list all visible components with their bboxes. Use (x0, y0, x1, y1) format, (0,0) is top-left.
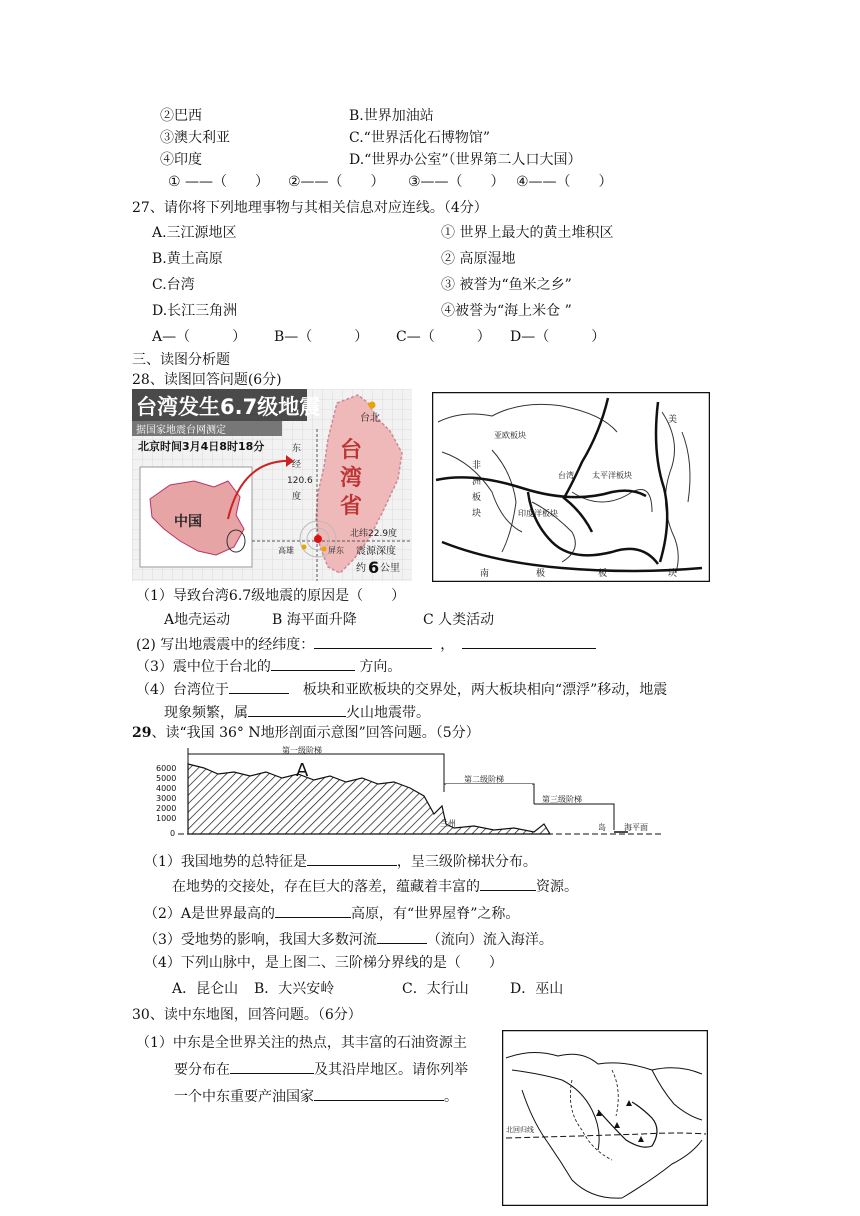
q29-choice-d[interactable]: D．巫山 (510, 981, 564, 997)
depth-label: 震源深度 (356, 546, 396, 557)
china-label: 中国 (174, 514, 202, 530)
middle-east-map (502, 1030, 708, 1206)
q28-item-1: （1）导致台湾6.7级地震的原因是（ ） (136, 588, 406, 604)
q29-plateau-blank[interactable] (275, 903, 351, 918)
lanzhou-label: 兰州 (440, 819, 456, 828)
q29-resource-blank[interactable] (480, 876, 536, 891)
marker-a-label: A (296, 760, 309, 781)
province-char-1: 台 (340, 438, 363, 463)
q27-item-c: C.台湾 (152, 277, 195, 293)
headline: 台湾发生6.7级地震 (136, 395, 321, 419)
q30-title: 30、读中东地图，回答问题。（6分） (132, 1007, 362, 1023)
q28-choice-b[interactable]: B 海平面升降 (272, 612, 357, 628)
taipei-label: 台北 (360, 413, 380, 424)
q26-answer-1[interactable]: ① ——（ ） (168, 174, 270, 190)
q29-flow-blank[interactable] (377, 929, 427, 944)
lon-label-1: 东 (292, 444, 302, 454)
q29-choice-a[interactable]: A．昆仑山 (172, 981, 239, 997)
q29-choice-c[interactable]: C．太行山 (402, 981, 469, 997)
q28-choice-a[interactable]: A地壳运动 (164, 612, 231, 628)
q26-answer-4[interactable]: ④——（ ） (516, 174, 613, 190)
step-3-label: 第三级阶梯 (542, 795, 582, 804)
q27-info-1: ① 世界上最大的黄土堆积区 (441, 225, 614, 241)
q28-belt-blank[interactable] (248, 702, 346, 717)
q29-choice-b[interactable]: B．大兴安岭 (254, 981, 335, 997)
q29-feature-blank[interactable] (307, 851, 397, 866)
q26-option-3: ③澳大利亚 (160, 130, 230, 146)
q29-item-1-cont: 在地势的交接处，存在巨大的落差，蕴藏着丰富的 资源。 (172, 876, 578, 896)
plate-label-africa-3: 板 (472, 493, 482, 503)
tropic-label: 北回归线 (506, 1126, 534, 1134)
lon-label-3: 120.6 (287, 476, 313, 486)
q29-item-3: （3）受地势的影响，我国大多数河流 （流向）流入海洋。 (144, 929, 553, 949)
taiwan-earthquake-figure (132, 389, 412, 581)
step-2-label: 第二级阶梯 (464, 775, 504, 784)
q30-country-blank[interactable] (314, 1086, 444, 1101)
q28-item-4: （4）台湾位于 板块和亚欧板块的交界处，两大板块相向“漂浮”移动，地震 (136, 679, 667, 699)
depth-value: 6 (368, 558, 380, 577)
province-char-2: 湾 (340, 466, 363, 491)
y-tick-2000: 2000 (156, 804, 177, 813)
plate-label-africa-1: 非 (472, 461, 482, 471)
q27-title: 27、请你将下列地理事物与其相关信息对应连线。（4分） (132, 200, 488, 216)
q30-region-blank[interactable] (230, 1059, 314, 1074)
sea-level-label: 海平面 (624, 823, 648, 832)
time-label: 北京时间3月4日8时18分 (138, 440, 265, 453)
q29-title: 29、读“我国 36° N地形剖面示意图”回答问题。（5分） (132, 725, 480, 741)
q28-item-4-cont: 现象频繁，属 火山地震带。 (164, 702, 430, 722)
q26-option-4: ④印度 (160, 152, 202, 168)
q26-answer-2[interactable]: ②——（ ） (288, 174, 385, 190)
plate-label-africa-2: 洲 (472, 477, 482, 487)
section-3-heading: 三、读图分析题 (132, 352, 230, 368)
q27-answer-b[interactable]: B—（ ） (274, 329, 369, 345)
q26-info-c: C.“世界活化石博物馆” (349, 130, 490, 146)
plate-label-eurasian: 亚欧板块 (494, 431, 526, 440)
y-tick-5000: 5000 (156, 774, 177, 783)
q27-answer-c[interactable]: C—（ ） (396, 329, 491, 345)
depth-unit: 公里 (380, 563, 400, 574)
source-label: 据国家地震台网测定 (136, 425, 226, 436)
province-char-3: 省 (340, 494, 363, 519)
q30-item-1-cont: 要分布在 及其沿岸地区。请你列举 (174, 1059, 468, 1079)
pingtung-label: 屏东 (328, 546, 344, 555)
y-tick-1000: 1000 (156, 814, 177, 823)
y-tick-0: 0 (170, 829, 176, 838)
q28-plate-blank[interactable] (229, 679, 289, 694)
q28-item-3: （3）震中位于台北的 方向。 (136, 656, 401, 676)
q28-title: 28、读图回答问题(6分) (132, 372, 282, 388)
q28-direction-blank[interactable] (271, 656, 355, 671)
q26-answer-3[interactable]: ③——（ ） (408, 174, 505, 190)
q29-item-4: （4）下列山脉中，是上图二、三阶梯分界线的是（ ） (144, 955, 503, 971)
q28-item-2: (2) 写出地震震中的经纬度： ， (136, 634, 596, 654)
island-label: 岛 (598, 823, 606, 832)
depth-prefix: 约 (356, 563, 366, 574)
q29-item-2: （2）A是世界最高的 高原，有“世界屋脊”之称。 (144, 903, 519, 923)
q30-item-1-cont2: 一个中东重要产油国家 。 (174, 1086, 458, 1106)
terrain-profile-chart (154, 744, 674, 840)
q30-item-1: （1）中东是全世界关注的热点，其丰富的石油资源主 (136, 1035, 467, 1051)
q26-info-b: B.世界加油站 (349, 108, 434, 124)
epicenter-marker (314, 535, 322, 543)
plate-label-antarctic-1: 南 (480, 569, 490, 579)
y-tick-3000: 3000 (156, 794, 177, 803)
q27-info-4: ④被誉为“海上米仓 ” (441, 303, 572, 319)
plate-label-antarctic-4: 块 (668, 569, 678, 579)
y-tick-6000: 6000 (156, 764, 177, 773)
q27-answer-d[interactable]: D—（ ） (510, 329, 606, 345)
q26-option-2: ②巴西 (160, 108, 202, 124)
plate-map-figure (432, 392, 710, 582)
plate-label-america: 美 (668, 415, 678, 425)
kaohsiung-label: 高雄 (278, 546, 294, 555)
plate-label-antarctic-2: 极 (536, 569, 546, 579)
q28-lon-blank[interactable] (314, 634, 432, 649)
q28-choice-c[interactable]: C 人类活动 (423, 612, 495, 628)
plate-label-antarctic-3: 板 (598, 569, 608, 579)
lon-label-2: 经 (292, 460, 302, 470)
q26-info-d: D.“世界办公室”（世界第二人口大国） (349, 152, 582, 168)
q27-item-a: A.三江源地区 (152, 225, 237, 241)
q28-lat-blank[interactable] (462, 634, 596, 649)
q29-item-1: （1）我国地势的总特征是 ，呈三级阶梯状分布。 (144, 851, 537, 871)
latitude-label: 北纬22.9度 (350, 529, 398, 539)
plate-label-taiwan: 台湾 (558, 471, 574, 480)
q27-info-3: ③ 被誉为“鱼米之乡” (441, 277, 572, 293)
y-tick-4000: 4000 (156, 784, 177, 793)
plate-label-indian: 印度洋板块 (518, 509, 558, 518)
plate-label-africa-4: 块 (472, 509, 482, 519)
step-1-label: 第一级阶梯 (282, 746, 322, 755)
q27-answer-a[interactable]: A—（ ） (152, 329, 247, 345)
q27-info-2: ② 高原湿地 (441, 251, 516, 267)
plate-label-pacific: 太平洋板块 (592, 471, 632, 480)
q27-item-d: D.长江三角洲 (152, 303, 238, 319)
lon-label-4: 度 (292, 492, 302, 502)
q27-item-b: B.黄土高原 (152, 251, 223, 267)
